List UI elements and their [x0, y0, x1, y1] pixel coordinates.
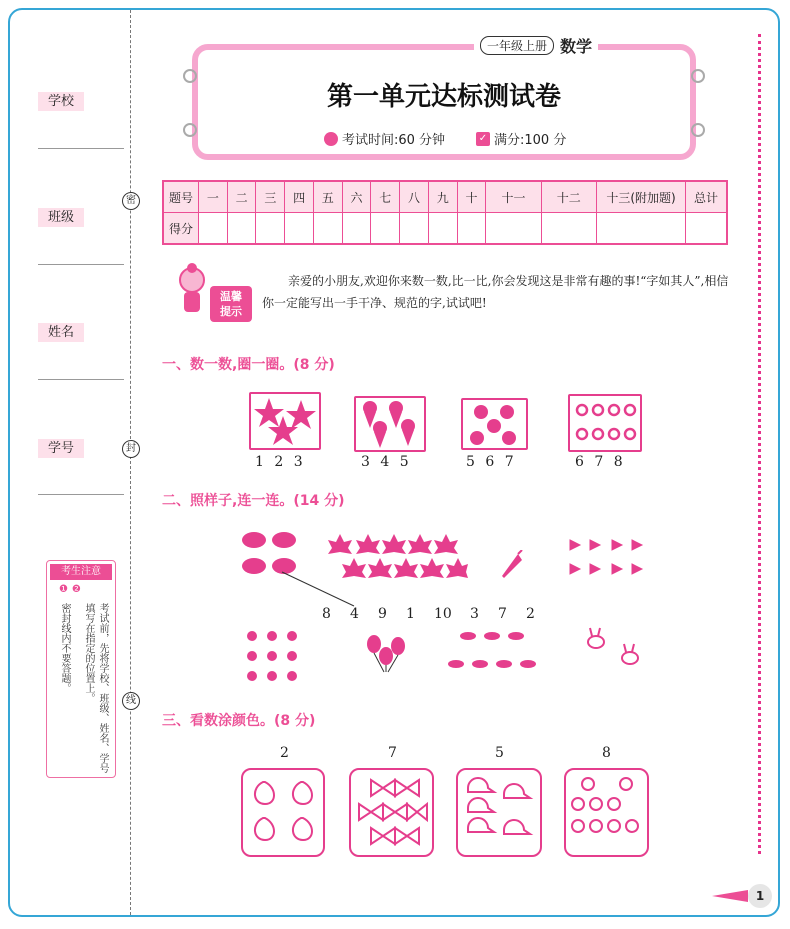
seal-mark-mi: 密	[122, 192, 140, 210]
clock-icon	[324, 132, 338, 146]
section-2-title: 二、照样子,连一连。(14 分)	[162, 493, 345, 509]
peach-icon[interactable]	[243, 770, 323, 855]
number-option[interactable]: 10	[434, 606, 452, 622]
number-option[interactable]: 2	[526, 606, 535, 622]
section-1-title: 一、数一数,圈一圈。(8 分)	[162, 357, 335, 373]
school-label: 学校	[38, 92, 84, 111]
page-title: 第一单元达标测试卷	[326, 82, 561, 112]
tip-badge	[210, 286, 252, 322]
target-number: 2	[280, 745, 289, 761]
score-cell[interactable]	[428, 213, 457, 245]
grade-label: 一年级上册	[480, 36, 554, 55]
notice-title: 考生注意	[50, 564, 112, 580]
student-id-field[interactable]	[38, 494, 124, 495]
bug-icon	[242, 628, 306, 684]
notice-item-1: 密封线内不要答题。	[59, 603, 70, 693]
score-cell[interactable]	[686, 213, 728, 245]
score-cell[interactable]	[227, 213, 256, 245]
score-cell[interactable]	[486, 213, 541, 245]
name-label: 姓名	[38, 323, 84, 342]
score-table-header-row	[163, 181, 727, 213]
cap-icon[interactable]	[458, 770, 540, 855]
balloon-icon	[362, 634, 412, 674]
score-cell[interactable]	[256, 213, 285, 245]
notice-item-2: 考试前，先将学校、班级、姓名、学号填写在指定的位置上。	[83, 603, 108, 773]
table-cell: 三	[256, 181, 285, 213]
student-id-label: 学号	[38, 439, 84, 458]
table-cell: 八	[400, 181, 429, 213]
number-option[interactable]: 3	[470, 606, 479, 622]
flower-card	[568, 394, 642, 452]
class-label: 班级	[38, 208, 84, 227]
bow-icon[interactable]	[351, 770, 432, 855]
ice-cream-icon	[356, 398, 424, 450]
flower-icon	[570, 396, 640, 450]
ring-binding-right-icon	[688, 64, 708, 144]
apple-outline-icon[interactable]	[566, 770, 647, 855]
score-cell[interactable]	[400, 213, 429, 245]
peach-card	[241, 768, 325, 857]
star-card	[249, 392, 321, 450]
seal-mark-xian: 线	[122, 692, 140, 710]
number-option[interactable]: 8	[322, 606, 331, 622]
exam-notice	[46, 560, 116, 778]
table-cell: 十	[457, 181, 486, 213]
target-number: 8	[602, 745, 611, 761]
full-score-text: 满分:100 分	[494, 133, 567, 148]
table-cell: 一	[199, 181, 228, 213]
target-number: 7	[388, 745, 397, 761]
apple-outline-card	[564, 768, 649, 857]
subject-tag	[474, 34, 598, 57]
score-cell[interactable]	[199, 213, 228, 245]
class-field[interactable]	[38, 264, 124, 265]
table-cell: 十二	[541, 181, 596, 213]
ring-binding-left-icon	[180, 64, 200, 144]
rabbit-icon	[584, 626, 646, 670]
score-table-score-row	[163, 213, 727, 245]
table-cell: 二	[227, 181, 256, 213]
cap-card	[456, 768, 542, 857]
score-cell[interactable]	[342, 213, 371, 245]
ant-icon	[446, 626, 542, 678]
number-option[interactable]: 9	[378, 606, 387, 622]
bow-card	[349, 768, 434, 857]
tip-badge-line2: 提示	[220, 305, 242, 318]
subject-label: 数学	[560, 37, 593, 56]
apple-card	[461, 398, 528, 450]
table-cell: 七	[371, 181, 400, 213]
table-cell: 十三(附加题)	[597, 181, 686, 213]
full-score	[476, 129, 566, 148]
page-number: 1	[748, 884, 772, 908]
tip-text: 亲爱的小朋友,欢迎你来数一数,比一比,你会发现这是非常有趣的事!“字如其人”,相信你一定能写出一手干净、规范的字,试试吧!	[262, 274, 729, 310]
options-group-2[interactable]: 3 4 5	[361, 454, 409, 470]
table-cell: 总计	[686, 181, 728, 213]
table-cell: 题号	[163, 181, 199, 213]
number-option[interactable]: 7	[498, 606, 507, 622]
table-cell: 九	[428, 181, 457, 213]
exam-time-text: 考试时间:60 分钟	[342, 133, 446, 148]
section-3-title: 三、看数涂颜色。(8 分)	[162, 713, 316, 729]
number-option[interactable]: 1	[406, 606, 415, 622]
target-number: 5	[495, 745, 504, 761]
notice-numbers: ❶❷	[59, 584, 85, 595]
apple-icon	[463, 400, 526, 448]
tip-badge-line1: 温馨	[220, 290, 242, 303]
page-arrow-icon	[712, 890, 748, 902]
carrot-icon	[498, 550, 524, 580]
flag-icon	[566, 536, 646, 582]
table-cell: 六	[342, 181, 371, 213]
options-group-1[interactable]: 1 2 3	[255, 454, 303, 470]
check-icon: ✓	[476, 132, 490, 146]
right-dotted-border	[758, 34, 761, 854]
score-cell[interactable]	[541, 213, 596, 245]
table-cell: 五	[313, 181, 342, 213]
star-icon	[251, 394, 319, 448]
table-cell: 得分	[163, 213, 199, 245]
girl-mascot-icon	[172, 262, 212, 322]
school-field[interactable]	[38, 148, 124, 149]
options-group-4[interactable]: 6 7 8	[575, 454, 623, 470]
score-table	[162, 180, 728, 245]
score-cell[interactable]	[313, 213, 342, 245]
name-field[interactable]	[38, 379, 124, 380]
options-group-3[interactable]: 5 6 7	[466, 454, 514, 470]
exam-time	[324, 129, 445, 148]
score-cell[interactable]	[285, 213, 314, 245]
connector-line	[280, 570, 360, 610]
score-cell[interactable]	[457, 213, 486, 245]
binding-line	[130, 10, 131, 915]
ice-cream-card	[354, 396, 426, 452]
seal-mark-feng: 封	[122, 440, 140, 458]
table-cell: 十一	[486, 181, 541, 213]
score-cell[interactable]	[371, 213, 400, 245]
number-option[interactable]: 4	[350, 606, 359, 622]
table-cell: 四	[285, 181, 314, 213]
score-cell[interactable]	[597, 213, 686, 245]
